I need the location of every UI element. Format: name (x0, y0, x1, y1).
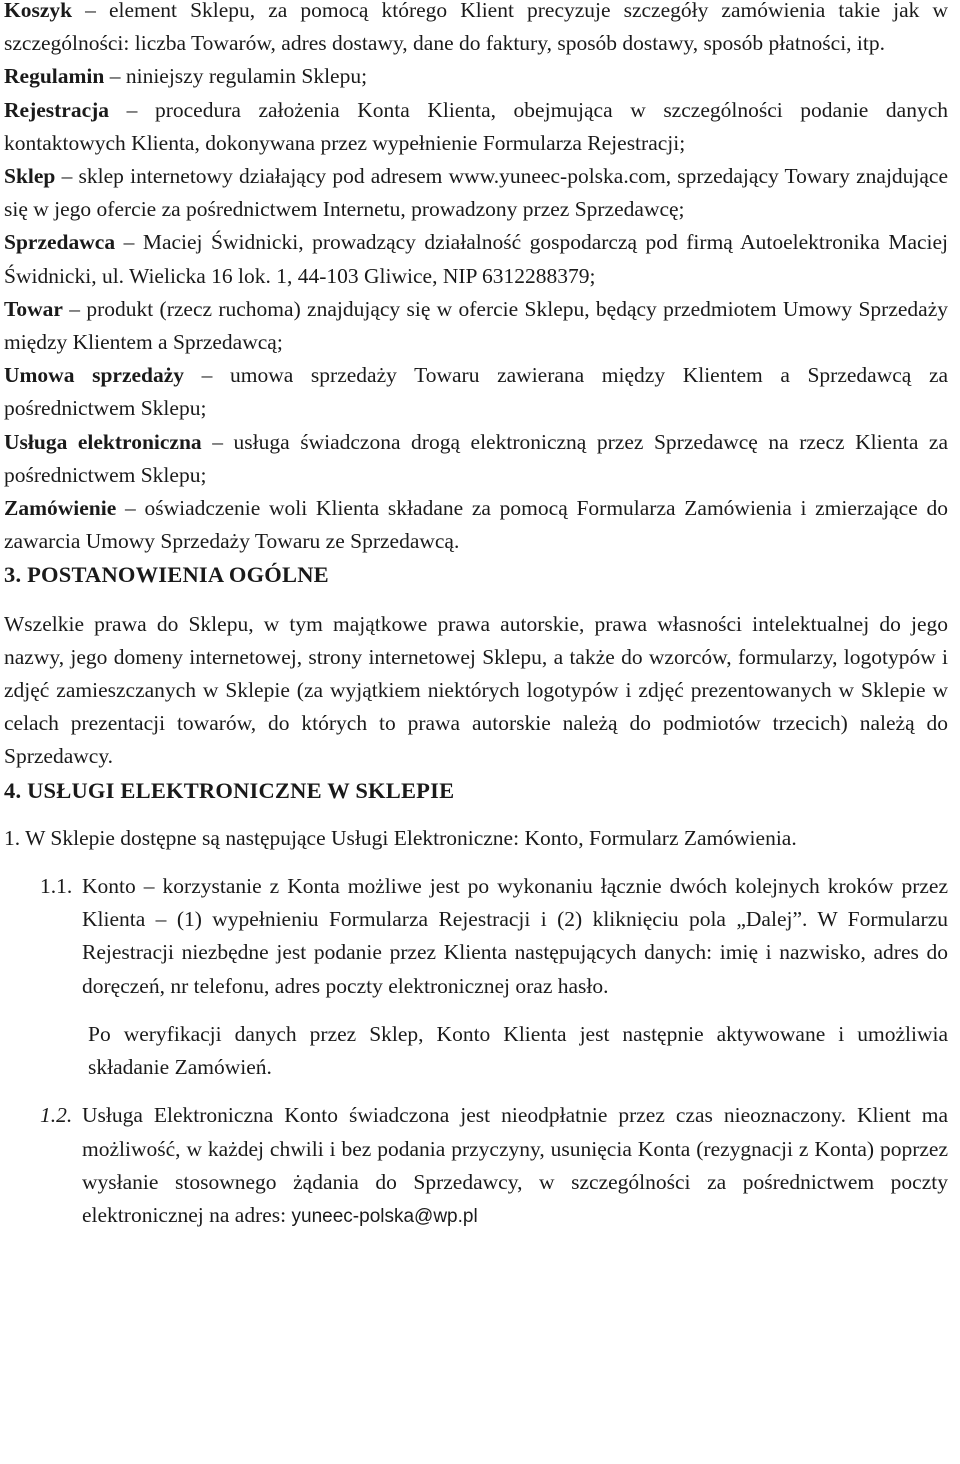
definition-text: usługa świadczona drogą elektroniczną przez Sprzedawcę na rzecz Klienta za pośrednictwem Sklepu; (4, 429, 948, 487)
definition-dash: – (69, 296, 81, 321)
subitem-1-2 (40, 1099, 948, 1233)
definitions-list (4, 0, 948, 558)
subitem-number: 1.1. (40, 874, 73, 899)
definition-term: Umowa sprzedaży (4, 363, 185, 388)
definition-term: Regulamin (4, 64, 105, 89)
definition-dash: – (201, 363, 213, 388)
section-3-paragraph: Wszelkie prawa do Sklepu, w tym majątkowe prawa autorskie, prawa własności intelektualnej do jego nazwy, jego domeny internetowej, strony internetowej Sklepu, a także do wzorców, formularzy, logotypów i zdjęć zamieszczanych w Sklepie (za wyjątkiem niektórych logotypów i zdjęć prezentowanych w Sklepie w celach prezentacji towarów, do których to prawa autorskie należą do podmiotów trzecich) należą do Sprzedawcy. (4, 611, 948, 769)
definition-text: procedura założenia Konta Klienta, obejmująca w szczególności podanie danych kontaktowych Klienta, dokonywana przez wypełnienie Formularza Rejestracji; (4, 97, 949, 155)
definition-text: produkt (rzecz ruchoma) znajdujący się w ofercie Sklepu, będący przedmiotem Umowy Sprzedaży między Klientem a Sprzedawcą; (4, 296, 949, 355)
subitem-1-1 (40, 870, 948, 1003)
definition-regulamin (4, 60, 948, 93)
definition-dash: – (85, 0, 96, 22)
subitem-text: Konto – korzystanie z Konta możliwe jest po wykonaniu łącznie dwóch kolejnych kroków przez Klienta – (1) wypełnieniu Formularza Rejestracji i (2) kliknięciu pola „Dalej”. W Formularzu Rejestracji niezbędne jest podanie przez Klienta następujących danych: imię i nazwisko, adres do doręczeń, nr telefonu, adres poczty elektronicznej oraz hasło. (82, 874, 948, 998)
definition-sklep (4, 160, 948, 226)
definition-term: Rejestracja (4, 97, 110, 122)
definition-koszyk (4, 0, 948, 60)
subitem-1-1-paragraph: Po weryfikacji danych przez Sklep, Konto Klienta jest następnie aktywowane i umożliwia składanie Zamówień. (88, 1021, 948, 1080)
section-3-heading: 3. POSTANOWIENIA OGÓLNE (4, 562, 329, 588)
definition-rejestracja (4, 94, 948, 160)
definition-dash: – (125, 496, 136, 521)
definition-text: sklep internetowy działający pod adresem www.yuneec-polska.com, sprzedający Towary znajdujące się w jego ofercie za pośrednictwem Internetu, prowadzony przez Sprzedawcę; (4, 164, 949, 222)
definition-umowa-sprzedazy (4, 359, 948, 425)
definition-towar (4, 293, 948, 359)
definition-usluga-elektroniczna (4, 426, 948, 492)
definition-dash: – (123, 230, 135, 255)
definition-term: Koszyk (4, 0, 73, 22)
definition-dash: – (212, 429, 223, 454)
definition-text: niniejszy regulamin Sklepu; (125, 64, 368, 89)
subitem-text (82, 1099, 948, 1233)
definition-sprzedawca (4, 226, 948, 292)
definition-dash: – (61, 164, 73, 189)
definition-term: Usługa elektroniczna (4, 429, 202, 454)
definition-text: Maciej Świdnicki, prowadzący działalność gospodarczą pod firmą Autoelektronika Maciej Świdnicki, ul. Wielicka 16 lok. 1, 44-103 Gliwice, NIP 6312288379; (4, 230, 949, 288)
definition-term: Sklep (4, 164, 56, 189)
subitem-number: 1.2. (40, 1103, 73, 1128)
definition-text: oświadczenie woli Klienta składane za pomocą Formularza Zamówienia i zmierzające do zawarcia Umowy Sprzedaży Towaru ze Sprzedawcą. (4, 496, 948, 554)
definition-text: element Sklepu, za pomocą którego Klient precyzuje szczegóły zamówienia takie jak w szczególności: liczba Towarów, adres dostawy, dane do faktury, sposób dostawy, sposób płatności, itp. (4, 0, 949, 56)
definition-text: umowa sprzedaży Towaru zawierana między Klientem a Sprzedawcą za pośrednictwem Sklepu; (4, 363, 949, 421)
definition-term: Towar (4, 296, 63, 321)
definition-term: Sprzedawca (4, 230, 116, 255)
email-address: yuneec-polska@wp.pl (291, 1205, 478, 1227)
section-4-item-1: 1. W Sklepie dostępne są następujące Usługi Elektroniczne: Konto, Formularz Zamówienia. (4, 825, 797, 850)
section-4-heading: 4. USŁUGI ELEKTRONICZNE W SKLEPIE (4, 777, 455, 803)
definition-zamowienie (4, 492, 948, 558)
subitem-body: Usługa Elektroniczna Konto świadczona jest nieodpłatnie przez czas nieoznaczony. Klient ma możliwość, w każdej chwili i bez podania przyczyny, usunięcia Konta (rezygnacji z Konta) poprzez wysłanie stosownego żądania do Sprzedawcy, w szczególności za pośrednictwem poczty elektronicznej na adres: (82, 1103, 948, 1227)
definition-dash: – (126, 97, 138, 122)
definition-term: Zamówienie (4, 496, 117, 521)
definition-dash: – (109, 64, 121, 89)
